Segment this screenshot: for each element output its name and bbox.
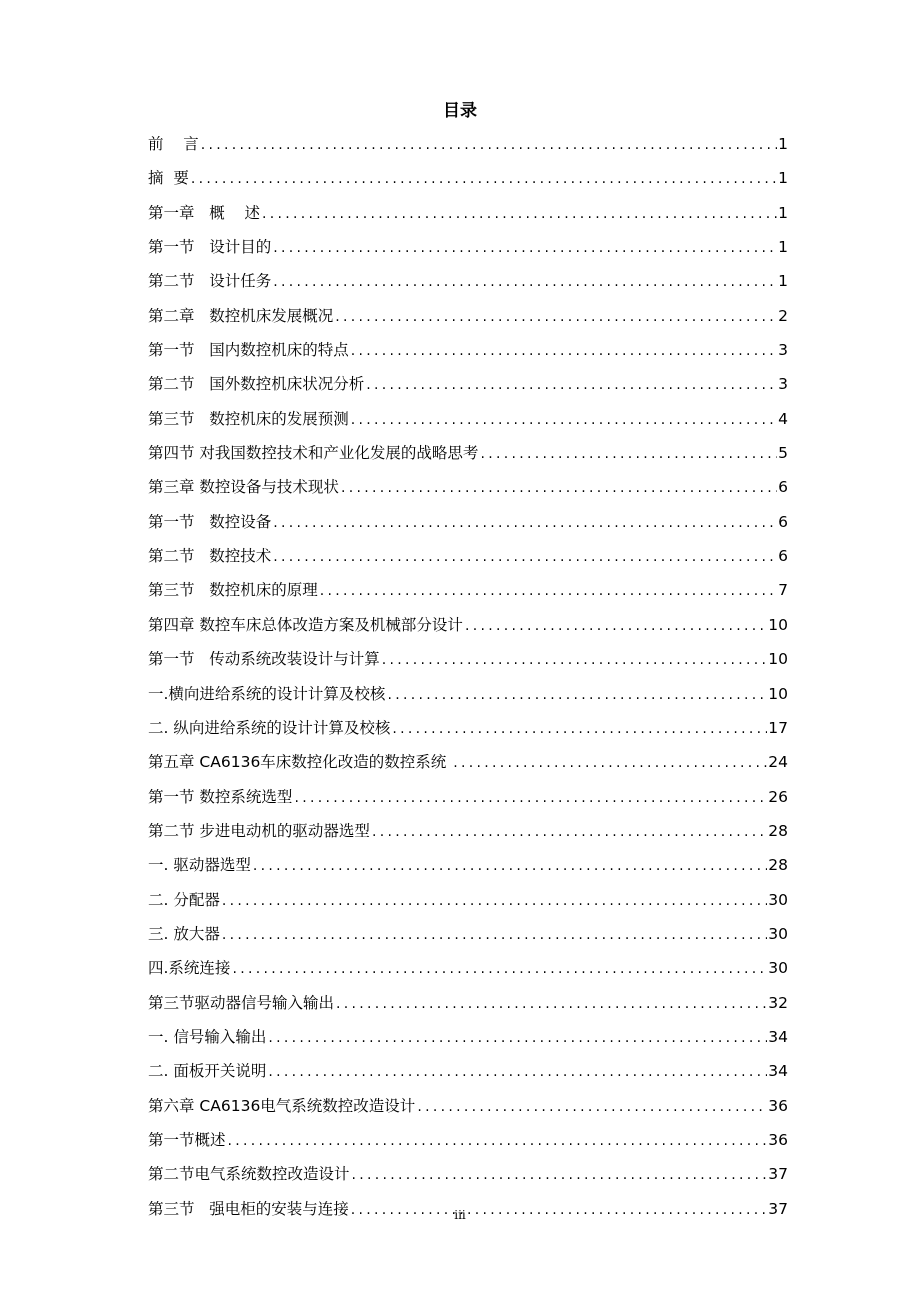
toc-entry[interactable] xyxy=(148,886,788,920)
toc-entry-title: 第六章 CA6136电气系统数控改造设计 xyxy=(148,1096,416,1115)
toc-entry[interactable] xyxy=(148,1126,788,1160)
toc-entry-page: 37 xyxy=(768,1165,788,1184)
toc-dot-leader xyxy=(228,1127,768,1155)
toc-entry-title: 二. 分配器 xyxy=(148,890,220,909)
toc-entry-page: 3 xyxy=(778,341,788,360)
toc-dot-leader xyxy=(392,715,767,743)
toc-entry[interactable] xyxy=(148,989,788,1023)
toc-dot-leader xyxy=(366,371,777,399)
toc-entry[interactable] xyxy=(148,302,788,336)
toc-entry[interactable] xyxy=(148,439,788,473)
toc-entry-page: 10 xyxy=(768,650,788,669)
toc-entry[interactable] xyxy=(148,1092,788,1126)
toc-entry[interactable] xyxy=(148,1160,788,1194)
toc-list xyxy=(148,130,788,1229)
toc-entry[interactable] xyxy=(148,542,788,576)
toc-entry-title: 第一章 概 述 xyxy=(148,203,260,222)
toc-dot-leader xyxy=(191,165,777,193)
toc-entry[interactable] xyxy=(148,1057,788,1091)
toc-entry[interactable] xyxy=(148,680,788,714)
toc-entry-page: 7 xyxy=(778,581,788,600)
toc-dot-leader xyxy=(273,268,777,296)
toc-entry-page: 36 xyxy=(768,1130,788,1149)
toc-entry-page: 1 xyxy=(778,272,788,291)
toc-entry-page: 30 xyxy=(768,924,788,943)
toc-dot-leader xyxy=(222,921,767,949)
toc-dot-leader xyxy=(273,543,777,571)
toc-entry-title: 二. 纵向进给系统的设计计算及校核 xyxy=(148,718,391,737)
toc-entry[interactable] xyxy=(148,783,788,817)
toc-entry-title: 第二节 数控技术 xyxy=(148,547,272,566)
toc-entry-title: 第四节 对我国数控技术和产业化发展的战略思考 xyxy=(148,444,479,463)
toc-entry-title: 第一节概述 xyxy=(148,1130,226,1149)
toc-entry-page: 1 xyxy=(778,238,788,257)
toc-entry-title: 第三节 数控机床的原理 xyxy=(148,581,318,600)
toc-entry[interactable] xyxy=(148,611,788,645)
page-number-footer: iii xyxy=(454,1208,466,1222)
toc-entry-page: 26 xyxy=(768,787,788,806)
toc-entry-title: 二. 面板开关说明 xyxy=(148,1062,267,1081)
toc-entry-page: 32 xyxy=(768,993,788,1012)
toc-dot-leader xyxy=(232,955,767,983)
toc-entry-title: 第二章 数控机床发展概况 xyxy=(148,306,334,325)
toc-dot-leader xyxy=(253,852,767,880)
toc-entry-page: 28 xyxy=(768,821,788,840)
toc-dot-leader xyxy=(465,612,767,640)
toc-entry-title: 第三章 数控设备与技术现状 xyxy=(148,478,339,497)
toc-entry-page: 6 xyxy=(778,512,788,531)
toc-entry-title: 前 言 xyxy=(148,135,199,153)
toc-entry[interactable] xyxy=(148,1023,788,1057)
toc-entry[interactable] xyxy=(148,199,788,233)
toc-entry-title: 第二节电气系统数控改造设计 xyxy=(148,1165,350,1184)
toc-entry-page: 10 xyxy=(768,684,788,703)
toc-entry-title: 第四章 数控车床总体改造方案及机械部分设计 xyxy=(148,615,463,634)
toc-entry-title: 四.系统连接 xyxy=(148,959,231,978)
toc-title: 目录 xyxy=(443,101,477,121)
toc-dot-leader xyxy=(294,784,767,812)
toc-entry-title: 第二节 步进电动机的驱动器选型 xyxy=(148,821,370,840)
toc-entry[interactable] xyxy=(148,576,788,610)
toc-entry-title: 第一节 传动系统改装设计与计算 xyxy=(148,650,380,669)
toc-entry[interactable] xyxy=(148,473,788,507)
toc-entry-title: 一. 驱动器选型 xyxy=(148,856,251,875)
toc-entry[interactable] xyxy=(148,645,788,679)
toc-entry-title: 第二节 国外数控机床状况分析 xyxy=(148,375,365,394)
toc-entry-title: 摘 要 xyxy=(148,169,189,188)
toc-entry-title: 第二节 设计任务 xyxy=(148,272,272,291)
toc-entry-title: 第一节 设计目的 xyxy=(148,238,272,257)
toc-entry[interactable] xyxy=(148,370,788,404)
toc-entry-title: 第三节 强电柜的安装与连接 xyxy=(148,1199,349,1218)
toc-entry-page: 10 xyxy=(768,615,788,634)
toc-entry-page: 1 xyxy=(778,203,788,222)
toc-entry[interactable] xyxy=(148,817,788,851)
toc-dot-leader xyxy=(372,818,767,846)
toc-entry[interactable] xyxy=(148,714,788,748)
toc-entry[interactable] xyxy=(148,954,788,988)
toc-entry[interactable] xyxy=(148,233,788,267)
toc-entry-page: 2 xyxy=(778,306,788,325)
toc-entry-title: 第一节 国内数控机床的特点 xyxy=(148,341,349,360)
toc-dot-leader xyxy=(336,990,767,1018)
toc-entry-title: 第一节 数控设备 xyxy=(148,512,272,531)
toc-entry[interactable] xyxy=(148,336,788,370)
toc-dot-leader xyxy=(341,474,777,502)
toc-entry[interactable] xyxy=(148,405,788,439)
toc-dot-leader xyxy=(351,337,777,365)
toc-entry-page: 5 xyxy=(778,444,788,463)
toc-dot-leader xyxy=(201,131,777,159)
toc-entry-page: 3 xyxy=(778,375,788,394)
toc-entry-page: 1 xyxy=(778,169,788,188)
toc-dot-leader xyxy=(273,234,777,262)
toc-entry-title: 一. 信号输入输出 xyxy=(148,1027,267,1046)
toc-entry-page: 34 xyxy=(768,1062,788,1081)
toc-entry-page: 24 xyxy=(768,753,788,772)
toc-entry[interactable] xyxy=(148,130,788,164)
toc-dot-leader xyxy=(222,887,767,915)
toc-entry-page: 1 xyxy=(778,135,788,153)
toc-entry-page: 36 xyxy=(768,1096,788,1115)
toc-entry-page: 17 xyxy=(768,718,788,737)
toc-entry-page: 4 xyxy=(778,409,788,428)
toc-dot-leader xyxy=(351,406,777,434)
toc-dot-leader xyxy=(268,1024,767,1052)
toc-dot-leader xyxy=(268,1058,767,1086)
toc-entry-page: 6 xyxy=(778,478,788,497)
toc-entry-title: 第五章 CA6136车床数控化改造的数控系统 xyxy=(148,753,452,772)
toc-entry-page: 37 xyxy=(768,1199,788,1218)
toc-dot-leader xyxy=(335,303,777,331)
toc-entry-page: 30 xyxy=(768,959,788,978)
toc-dot-leader xyxy=(382,646,767,674)
toc-dot-leader xyxy=(480,440,777,468)
toc-entry-title: 第三节驱动器信号输入输出 xyxy=(148,993,335,1012)
toc-dot-leader xyxy=(387,681,767,709)
toc-entry-page: 30 xyxy=(768,890,788,909)
toc-entry-page: 34 xyxy=(768,1027,788,1046)
toc-dot-leader xyxy=(320,577,777,605)
toc-entry-title: 第一节 数控系统选型 xyxy=(148,787,293,806)
toc-entry[interactable] xyxy=(148,851,788,885)
toc-entry[interactable] xyxy=(148,267,788,301)
toc-entry-title: 第三节 数控机床的发展预测 xyxy=(148,409,349,428)
toc-dot-leader xyxy=(417,1093,767,1121)
toc-entry[interactable] xyxy=(148,748,788,782)
toc-dot-leader xyxy=(453,749,767,777)
toc-entry-title: 一.横向进给系统的设计计算及校核 xyxy=(148,684,386,703)
toc-entry-page: 28 xyxy=(768,856,788,875)
toc-entry-title: 三. 放大器 xyxy=(148,924,220,943)
toc-entry[interactable] xyxy=(148,920,788,954)
toc-dot-leader xyxy=(262,200,777,228)
toc-dot-leader xyxy=(273,509,777,537)
toc-entry[interactable] xyxy=(148,508,788,542)
toc-entry[interactable] xyxy=(148,164,788,198)
toc-entry-page: 6 xyxy=(778,547,788,566)
toc-dot-leader xyxy=(352,1161,768,1189)
